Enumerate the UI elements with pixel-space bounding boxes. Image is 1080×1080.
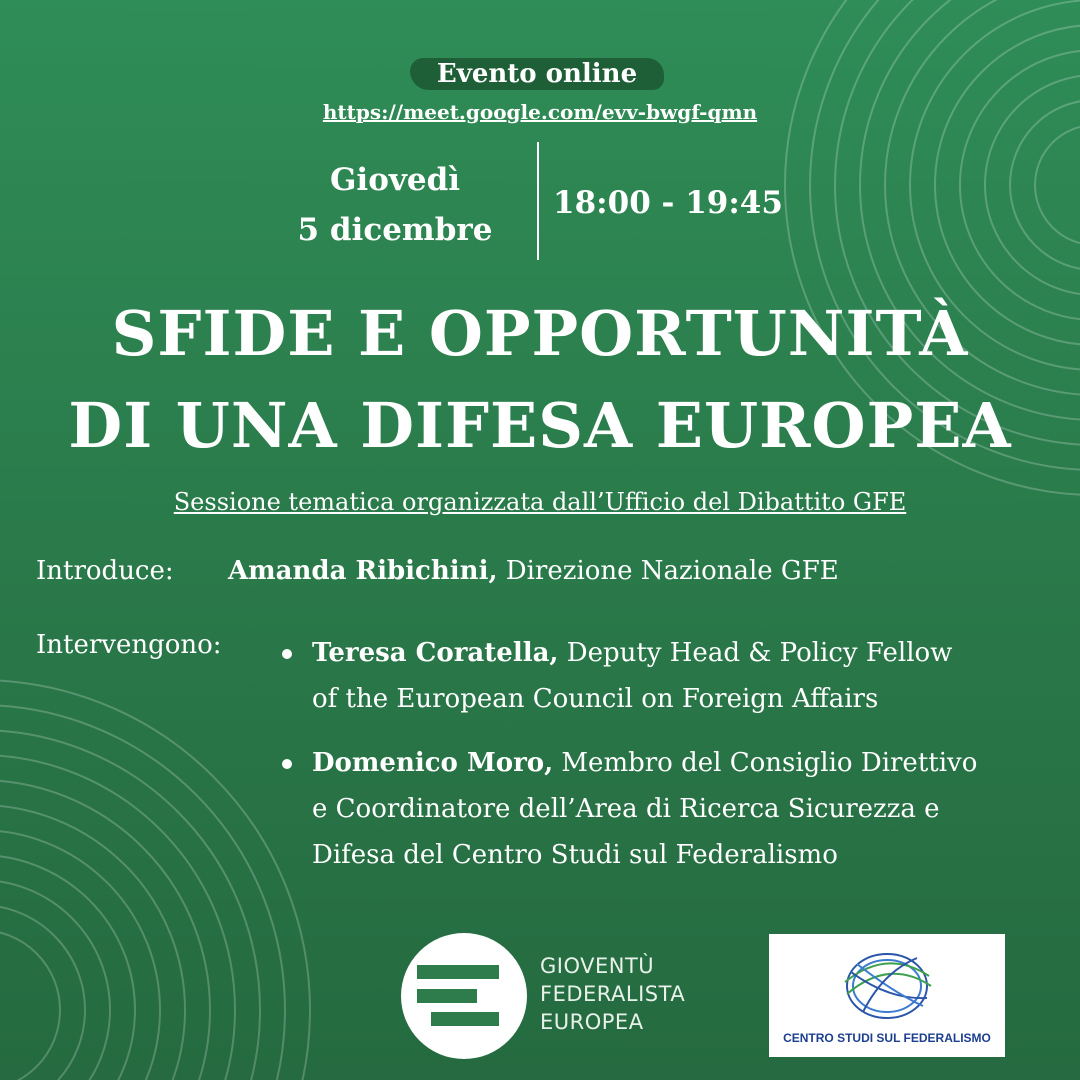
date-time-divider — [537, 142, 539, 260]
csf-logo-text: CENTRO STUDI SUL FEDERALISMO — [783, 1031, 991, 1045]
event-time: 18:00 - 19:45 — [553, 185, 783, 221]
event-subtitle: Sessione tematica organizzata dall’Ufficio del Dibattito GFE — [173, 488, 907, 516]
introducer-name: Amanda Ribichini, — [228, 556, 498, 586]
introduce-label: Introduce: — [36, 556, 174, 586]
event-type-badge — [410, 58, 664, 90]
event-type-label: Evento online — [436, 59, 638, 89]
speaker-role: Membro del Consiglio Direttivo — [553, 748, 978, 778]
speaker-name: Domenico Moro, — [312, 748, 554, 778]
speakers-label: Intervengono: — [36, 630, 222, 660]
speaker-role-cont: Difesa del Centro Studi sul Federalismo — [312, 840, 838, 870]
event-title-line-1: SFIDE E OPPORTUNITÀ — [111, 297, 969, 370]
event-title-line-2: DI UNA DIFESA EUROPEA — [68, 389, 1012, 462]
logo-bar — [431, 1012, 499, 1026]
logo-bar — [417, 965, 499, 979]
event-title — [40, 288, 1040, 472]
event-date — [270, 155, 520, 255]
bullet-icon — [282, 759, 292, 769]
speaker-role-cont: of the European Council on Foreign Affairs — [312, 684, 879, 714]
globe-icon — [833, 942, 941, 1026]
logo-bar — [417, 989, 477, 1003]
speaker-role-cont: e Coordinatore dell’Area di Ricerca Sicurezza e — [312, 794, 940, 824]
introducer — [228, 556, 839, 586]
event-date-value: 5 dicembre — [297, 212, 493, 248]
speaker-list — [280, 630, 1060, 896]
introducer-role: Direzione Nazionale GFE — [497, 556, 839, 586]
speaker-role: Deputy Head & Policy Fellow — [558, 638, 953, 668]
speaker-item — [280, 740, 1060, 878]
meeting-link[interactable]: https://meet.google.com/evv-bwgf-qmn — [322, 100, 758, 124]
event-day: Giovedì — [329, 162, 461, 198]
csf-logo — [769, 934, 1005, 1057]
bullet-icon — [282, 649, 292, 659]
speaker-name: Teresa Coratella, — [312, 638, 559, 668]
gfe-wordmark: GIOVENTÙ FEDERALISTA EUROPEA — [540, 954, 686, 1034]
speaker-item — [280, 630, 1060, 722]
gfe-logo — [401, 933, 527, 1059]
